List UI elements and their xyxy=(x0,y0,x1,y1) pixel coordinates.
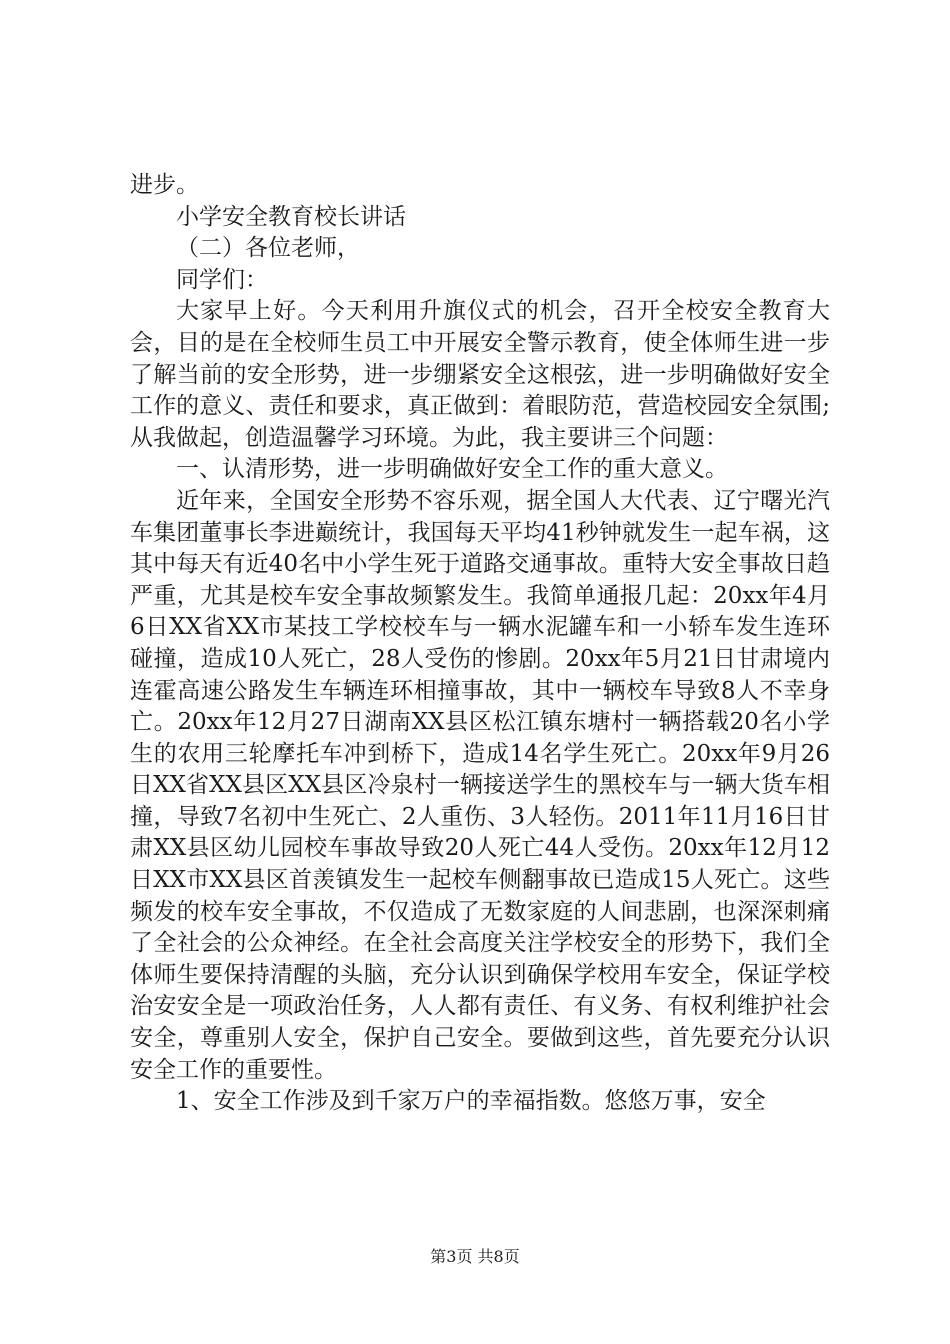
paragraph-5: 大家早上好。今天利用升旗仪式的机会，召开全校安全教育大会，目的是在全校师生员工中开展安全警示教育，使全体师生进一步了解当前的安全形势，进一步绷紧安全这根弦，进一步明确做好安全工作的意义、责任和要求，真正做到：着眼防范，营造校园安全氛围;从我做起，创造温馨学习环境。为此，我主要讲三个问题： xyxy=(130,298,830,451)
paragraph-3: （二）各位老师， xyxy=(176,235,360,262)
paragraph-8: 1、安全工作涉及到千家万户的幸福指数。悠悠万事，安全 xyxy=(176,1088,766,1115)
document-body xyxy=(130,170,830,1118)
paragraph-7: 近年来，全国安全形势不容乐观，据全国人大代表、辽宁曙光汽车集团董事长李进巅统计，我国每天平均41秒钟就发生一起车祸，这其中每天有近40名中小学生死于道路交通事故。重特大安全事故日趋严重，尤其是校车安全事故频繁发生。我简单通报几起：20xx年4月6日XX省XX市某技工学校校车与一辆水泥罐车和一小轿车发生连环碰撞，造成10人死亡，28人受伤的惨剧。20xx年5月21日甘肃境内连霍高速公路发生车辆连环相撞事故，其中一辆校车导致8人不幸身亡。20xx年12月27日湖南XX县区松江镇东塘村一辆搭载20名小学生的农用三轮摩托车冲到桥下，造成14名学生死亡。20xx年9月26日XX省XX县区XX县区冷泉村一辆接送学生的黑校车与一辆大货车相撞，导致7名初中生死亡、2人重伤、3人轻伤。2011年11月16日甘肃XX县区幼儿园校车事故导致20人死亡44人受伤。20xx年12月12日XX市XX县区首羡镇发生一起校车侧翻事故已造成15人死亡。这些频发的校车安全事故，不仅造成了无数家庭的人间悲剧，也深深刺痛了全社会的公众神经。在全社会高度关注学校安全的形势下，我们全体师生要保持清醒的头脑，充分认识到确保学校用车安全，保证学校治安安全是一项政治任务，人人都有责任、有义务、有权利维护社会安全，尊重别人安全，保护自己安全。要做到这些，首先要充分认识安全工作的重要性。 xyxy=(130,487,830,1083)
paragraph-1: 进步。 xyxy=(130,172,199,198)
paragraph-6: 一、认清形势，进一步明确做好安全工作的重大意义。 xyxy=(176,456,728,483)
paragraph-2: 小学安全教育校长讲话 xyxy=(176,203,406,230)
page-footer: 第3页 共8页 xyxy=(430,1247,520,1266)
paragraph-4: 同学们： xyxy=(176,266,268,293)
